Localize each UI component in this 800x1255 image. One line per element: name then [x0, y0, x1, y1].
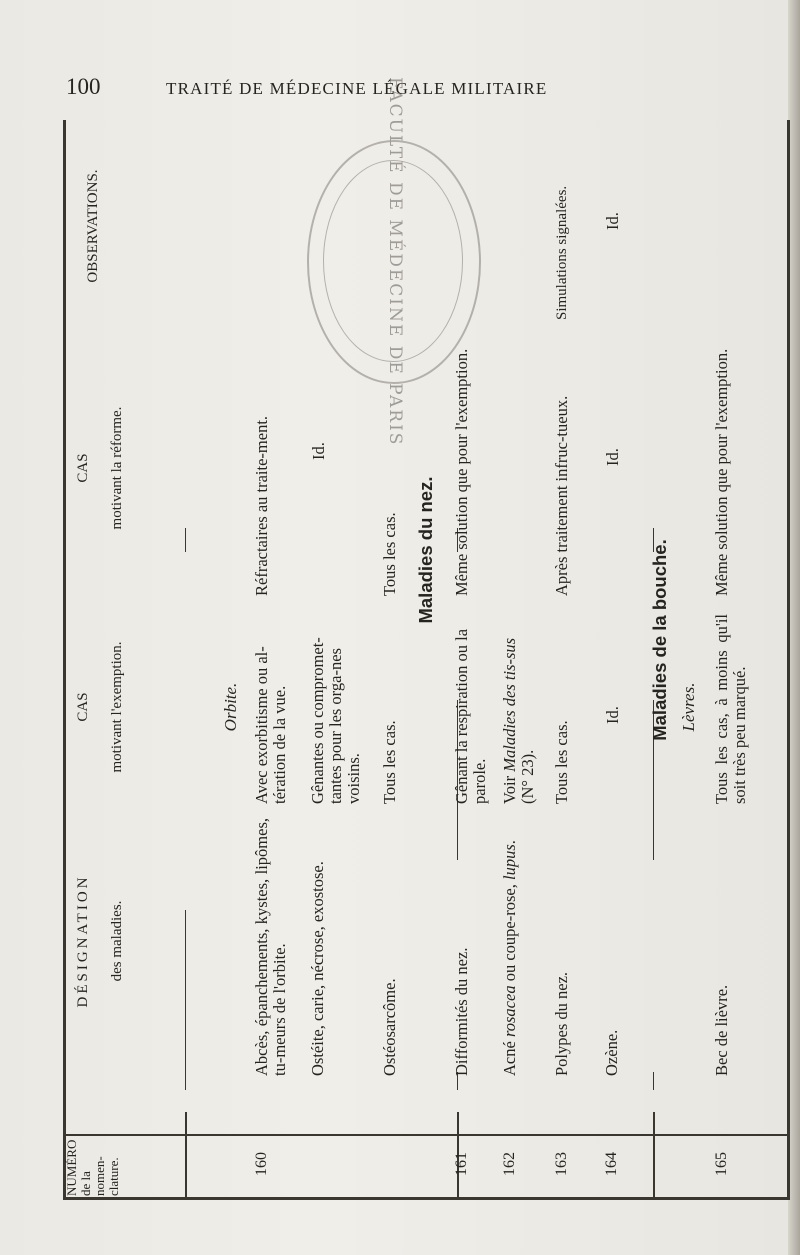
row-164-designation: Ozène.: [602, 1029, 621, 1076]
row-162-designation-c: ou coupe-rose,: [500, 880, 519, 986]
body-col-sep-1b: [185, 910, 186, 1090]
body-col-sep-1d: [185, 528, 186, 552]
body-col-sep-3b: [653, 1072, 654, 1090]
body-col-sep-1: [185, 1112, 187, 1136]
row-161-number: 161: [453, 1152, 470, 1176]
row-163-number: 163: [553, 1152, 570, 1176]
header-exemption-title: CAS: [75, 692, 91, 722]
row-162-exemption-b: Maladies des tis-sus: [500, 637, 519, 772]
row-165-designation: Bec de lièvre.: [712, 984, 731, 1076]
section-nez: Maladies du nez.: [415, 476, 436, 624]
body-col-sep-2: [457, 1112, 459, 1136]
row-160a-reforme: Réfractaires au traite-ment.: [252, 415, 271, 596]
row-163-designation: Polypes du nez.: [552, 971, 571, 1076]
row-163-exemption: Tous les cas.: [552, 720, 571, 804]
row-162-number: 162: [501, 1152, 518, 1176]
row-164-reforme: Id.: [603, 448, 622, 466]
row-161-reforme: Même solution que pour l'exemption.: [452, 348, 471, 596]
header-designation-sub: des maladies.: [109, 900, 125, 982]
header-reforme-title: CAS: [75, 453, 91, 483]
col-sep-3: [653, 1136, 655, 1200]
row-160c-designation: Ostéosarcôme.: [380, 978, 399, 1076]
page-number: 100: [66, 74, 101, 99]
row-160b-designation: Ostéite, carie, nécrose, exostose.: [308, 861, 327, 1076]
library-stamp: [307, 77, 481, 447]
row-160-number: 160: [253, 1152, 270, 1176]
row-165-exemption: Tous les cas, à moins qu'il soit très peu marqué.: [712, 614, 749, 804]
running-header: [66, 74, 615, 104]
col-sep-1: [185, 1136, 187, 1200]
row-162-designation: [501, 818, 519, 1076]
header-reforme: [73, 328, 127, 608]
row-161-designation: Difformités du nez.: [452, 947, 471, 1076]
row-160c-reforme: Tous les cas.: [380, 512, 399, 596]
table-border-left: [63, 1197, 790, 1200]
row-162-designation-a: Acné: [500, 1037, 519, 1076]
header-numero-line3: nomen-: [92, 1156, 107, 1196]
row-162-exemption-c: (N° 23).: [518, 749, 537, 804]
row-160a-exemption: Avec exorbitisme ou al-tération de la vue.: [252, 646, 289, 804]
header-designation: [73, 806, 127, 1076]
header-reforme-sub: motivant la réforme.: [109, 406, 125, 530]
section-orbite: Orbite.: [221, 682, 240, 732]
header-numero-line4: clature.: [106, 1157, 121, 1196]
row-164-exemption: Id.: [603, 706, 622, 724]
row-162-designation-d: lupus: [500, 844, 519, 881]
row-165-number: 165: [713, 1152, 730, 1176]
header-exemption-sub: motivant l'exemption.: [109, 641, 125, 773]
row-165-reforme: Même solution que pour l'exemption.: [712, 348, 731, 596]
row-160c-exemption: Tous les cas.: [380, 720, 399, 804]
row-163-reforme: Après traitement infruc-tueux.: [552, 395, 571, 596]
header-observations-title: OBSERVATIONS.: [85, 169, 101, 283]
row-164-number: 164: [603, 1152, 620, 1176]
row-162-exemption: [501, 614, 537, 804]
row-160b-reforme: Id.: [309, 442, 328, 460]
header-observations: [83, 126, 103, 326]
header-exemption: [73, 610, 127, 804]
row-162-exemption-a: Voir: [500, 771, 519, 804]
library-stamp-text: FACULTÉ DE MÉDECINE DE PARIS: [385, 77, 405, 447]
header-separator: [63, 1134, 790, 1136]
row-164-observation: Id.: [603, 212, 622, 230]
header-numero-line2: de la: [78, 1171, 93, 1196]
header-numero-line1: NUMÉRO: [64, 1139, 79, 1196]
row-162-designation-e: .: [500, 840, 519, 845]
section-bouche: Maladies de la bouche.: [649, 539, 670, 741]
running-title: TRAITÉ DE MÉDECINE LÉGALE MILITAIRE: [166, 79, 548, 98]
body-col-sep-3: [653, 1112, 655, 1136]
section-levres: Lèvres.: [679, 682, 698, 732]
row-160b-exemption: Gênantes ou compromet-tantes pour les orga-nes voisins.: [308, 637, 363, 804]
row-163-observation: Simulations signalées.: [554, 185, 570, 320]
table-border-bottom: [787, 120, 790, 1200]
table-border-top: [63, 120, 66, 1200]
row-161-exemption: Gênant la respiration ou la parole.: [452, 628, 489, 804]
row-162-designation-b: rosacea: [500, 985, 519, 1038]
row-160a-designation: Abcès, épanchements, kystes, lipômes, tu-meurs de l'orbite.: [252, 818, 289, 1076]
header-designation-title: DÉSIGNATION: [75, 874, 91, 1008]
header-numero: [65, 1078, 125, 1196]
